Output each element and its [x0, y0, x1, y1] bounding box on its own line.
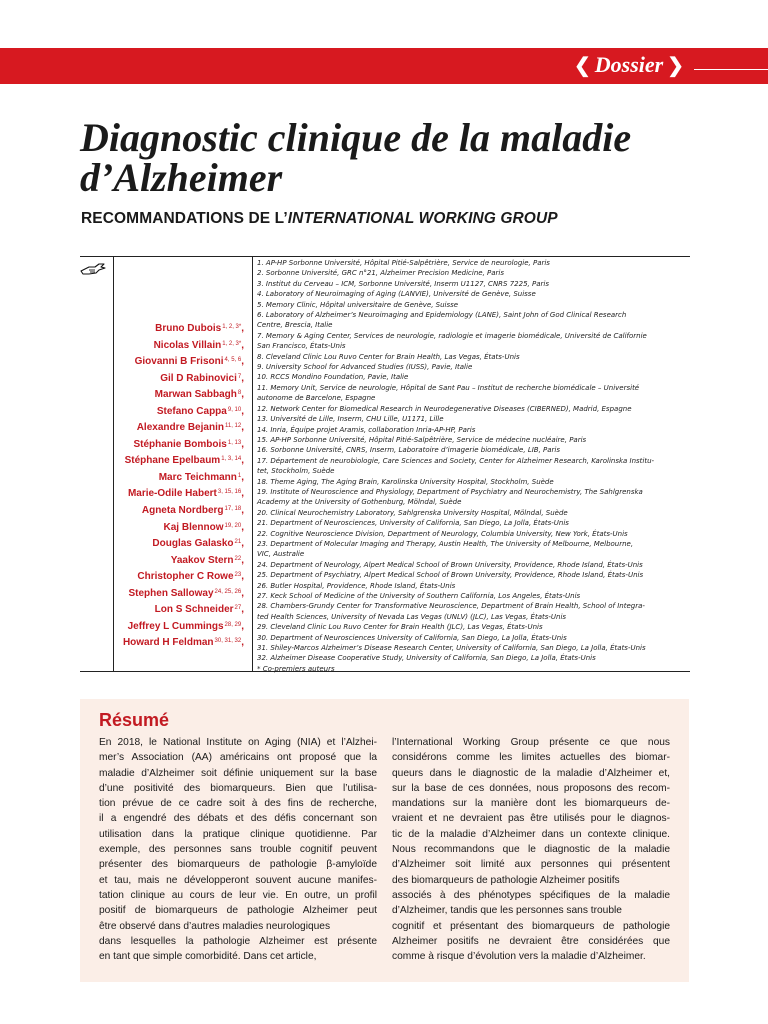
section-label-text: Dossier	[594, 52, 664, 77]
affiliation-line: 5. Memory Clinic, Hôpital universitaire de Genève, Suisse	[257, 300, 459, 309]
author-name: Kaj Blennow	[163, 521, 224, 533]
author-affiliation-ref: 1, 2, 3*	[222, 324, 242, 330]
affiliation-line: * Co-premiers auteurs	[257, 664, 335, 673]
subtitle-prefix: RECOMMANDATIONS DE L’	[81, 210, 288, 227]
summary-line: en tant que simple comorbidité. Dans cet article,	[99, 951, 317, 963]
author-entry: Agneta Nordberg$^{17, 18}$,	[141, 505, 244, 517]
affiliation-line: 7. Memory & Aging Center, Services de neurologie, radiologie et imagerie biomédicale, Université de Californie	[257, 331, 647, 340]
summary-line: comme à risque d’évolution vers la maladie d’Alzheimer.	[392, 951, 646, 963]
author-affiliation-ref: 9, 10	[227, 406, 242, 413]
affiliation-line: 15. AP-HP Sorbonne Université, Hôpital Pitié-Salpêtrière, Service de médecine nucléaire, Paris	[257, 435, 587, 444]
author-entry: Marc Teichmann$^1$,	[158, 471, 244, 483]
author-affiliation-ref: 30, 31, 32	[214, 638, 242, 645]
affiliation-line: 12. Network Center for Biomedical Research in Neurodegenerative Diseases (CIBERNED), Madrid, Espagne	[257, 404, 632, 413]
author-name: Gil D Rabinovici	[160, 372, 237, 384]
header-rule	[694, 69, 768, 70]
chevron-left-icon: ❮	[574, 54, 591, 77]
author-affiliation-ref: 1, 2, 3*	[222, 340, 242, 347]
author-entry: Stéphane Epelbaum$^{1, 3, 14}$,	[124, 455, 244, 467]
author-affiliation-ref: 21	[234, 539, 242, 546]
author-entry: Douglas Galasko$^{21}$,	[152, 538, 244, 550]
affiliation-line: 14. Inria, Équipe projet Aramis, collaboration Inria-AP-HP, Paris	[257, 425, 476, 434]
article-title	[80, 115, 720, 200]
summary-title: Résumé	[99, 710, 170, 730]
author-entry: Gil D Rabinovici$^7$,	[160, 372, 244, 384]
summary-line: d’une positivité des biomarqueurs. Bien que l’utilisa-	[99, 782, 377, 794]
affiliation-line: 6. Laboratory of Alzheimer’s Neuroimaging and Epidemiology (LANE), Saint John of God Clinical Research	[257, 311, 627, 320]
summary-line: d’Alzheimer, tandis que les personnes sans trouble	[392, 905, 622, 917]
author-name: Douglas Galasko	[152, 538, 234, 550]
summary-line: exemple, des personnes sans trouble cognitif peuvent	[99, 844, 377, 856]
author-name: Giovanni B Frisoni	[134, 356, 224, 368]
affiliation-line: autonome de Barcelone, Espagne	[257, 394, 376, 403]
affiliation-line: 11. Memory Unit, Service de neurologie, Hôpital de Sant Pau – Institut de recherche biomédicale – Université	[257, 383, 640, 392]
affiliation-line: 13. Université de Lille, Inserm, CHU Lille, U1171, Lille	[257, 415, 444, 424]
summary-line: et tau, mais ne développeront souvent aucune manifes-	[99, 874, 377, 886]
summary-line: Nous recommandons que le diagnostic de la maladie	[392, 844, 670, 856]
affiliation-line: 21. Department of Neurosciences, University of California, San Diego, La Jolla, États-Unis	[257, 519, 569, 528]
author-affiliation-ref: 4, 5, 6	[224, 357, 242, 364]
affiliation-line: 9. University School for Advanced Studies (IUSS), Pavie, Italie	[257, 363, 473, 372]
summary-line: En 2018, le National Institute on Aging (NIA) et l’Alzhei-	[99, 737, 377, 748]
summary-line: présenter des biomarqueurs de pathologie β-amyloïde	[99, 859, 377, 871]
affiliation-line: 19. Institute of Neuroscience and Physiology, Department of Psychiatry and Neurochemistry, The Sahlgrenska	[257, 487, 643, 496]
author-entry: Bruno Dubois$^{1, 2, 3*}$,	[155, 323, 244, 334]
summary-line: tation clinique au cours de leur vie. En outre, un profil	[99, 889, 377, 901]
author-entry: Kaj Blennow$^{19, 20}$,	[163, 521, 244, 533]
affiliation-line: 26. Butler Hospital, Providence, Rhode Island, États-Unis	[257, 581, 456, 590]
affiliation-line: 27. Keck School of Medicine of the University of Southern California, Los Angeles, États-Unis	[257, 592, 581, 600]
affiliation-line: 28. Chambers-Grundy Center for Transformative Neuroscience, Department of Brain Health, School of Integra-	[257, 602, 645, 611]
summary-line: l’International Working Group présente ce que nous	[392, 737, 670, 748]
author-name: Christopher C Rowe	[137, 571, 234, 583]
affiliation-line: 16. Sorbonne Université, CNRS, Inserm, Laboratoire d’imagerie biomédicale, LIB, Paris	[257, 446, 561, 455]
affiliation-line: ted Health Sciences, University of Nevada Las Vegas (UNLV) (JLC), Las Vegas, États-Unis	[257, 612, 567, 621]
author-name: Stephen Salloway	[128, 587, 214, 599]
affiliation-line: 10. RCCS Mondino Foundation, Pavie, Italie	[257, 373, 409, 382]
author-affiliation-ref: 24, 25, 26	[214, 588, 242, 595]
affiliation-line: 2. Sorbonne Université, GRC n°21, Alzheimer Precision Medicine, Paris	[257, 269, 505, 278]
summary-line: mandations sur la manière dont les biomarqueurs de-	[392, 798, 670, 810]
affiliation-line: San Francisco, États-Unis	[257, 342, 346, 351]
author-name: Marwan Sabbagh	[154, 389, 237, 401]
affiliation-line: 20. Clinical Neurochemistry Laboratory, Sahlgrenska University Hospital, Mölndal, Suède	[257, 508, 568, 517]
summary-line: mer’s Association (AA) américains ont proposé que la	[99, 752, 377, 764]
affiliation-line: 1. AP-HP Sorbonne Université, Hôpital Pitié-Salpêtrière, Service de neurologie, Paris	[257, 259, 550, 267]
author-name: Agneta Nordberg	[141, 505, 224, 517]
summary-line: queurs dans le diagnostic de la maladie d’Alzheimer et,	[392, 767, 670, 779]
affiliation-line: 31. Shiley-Marcos Alzheimer’s Disease Research Center, University of California, San Diego, La Jolla, États-Unis	[257, 644, 646, 653]
author-name: Alexandre Bejanin	[136, 422, 224, 434]
subtitle-italic: INTERNATIONAL WORKING GROUP	[287, 210, 558, 227]
author-affiliation-ref: 1	[237, 472, 242, 479]
author-entry: Nicolas Villain$^{1, 2, 3*}$,	[153, 339, 244, 351]
author-name: Lon S Schneider	[154, 604, 234, 616]
summary-line: être observé dans d’autres maladies neurologiques	[99, 920, 331, 932]
article-subtitle	[81, 210, 558, 228]
author-affiliation-ref: 3, 15, 16	[217, 489, 242, 496]
affiliation-line: 8. Cleveland Clinic Lou Ruvo Center for Brain Health, Las Vegas, États-Unis	[257, 352, 520, 361]
authors-divider-right	[252, 256, 253, 671]
affiliation-line: 24. Department of Neurology, Alpert Medical School of Brown University, Providence, Rhode Island, États-Unis	[257, 560, 643, 569]
affiliation-line: 25. Department of Psychiatry, Alpert Medical School of Brown University, Providence, Rhode Island, États-Unis	[257, 571, 644, 580]
author-affiliation-ref: 17, 18	[224, 506, 242, 513]
affiliation-line: 17. Département de neurobiologie, Care Sciences and Society, Center for Alzheimer Research, Karolinska Institu-	[257, 456, 655, 465]
author-entry: Yaakov Stern$^{22}$,	[170, 554, 244, 566]
authors-top-rule	[80, 256, 690, 257]
summary-column-left	[99, 735, 377, 964]
author-affiliation-ref: 22	[234, 555, 242, 562]
affiliation-line: 4. Laboratory of Neuroimaging of Aging (LANVIE), Université de Genève, Suisse	[257, 290, 536, 299]
author-name: Stefano Cappa	[156, 405, 227, 417]
author-name: Howard H Feldman	[122, 637, 214, 649]
summary-line: Alzheimer positifs ne devraient être considérées que	[392, 935, 670, 947]
summary-line: vraient et ne devraient pas être utilisés pour le diagnos-	[392, 813, 670, 825]
affiliation-line: 22. Cognitive Neuroscience Division, Department of Neurology, Columbia University, New York, États-Unis	[257, 529, 628, 538]
affiliation-line: 3. Institut du Cerveau – ICM, Sorbonne Université, Inserm U1127, CNRS 7225, Paris	[257, 279, 549, 288]
affiliation-line: 32. Alzheimer Disease Cooperative Study, University of California, San Diego, La Jolla, États-Unis	[257, 654, 596, 663]
author-entry: Marie-Odile Habert$^{3, 15, 16}$,	[127, 488, 244, 500]
author-entry: Howard H Feldman$^{30, 31, 32}$,	[122, 637, 244, 649]
affiliation-line: VIC, Australie	[257, 550, 305, 559]
author-entry: Marwan Sabbagh$^8$,	[154, 389, 244, 401]
title-line-1: Diagnostic clinique de la maladie	[80, 115, 632, 160]
author-entry: Giovanni B Frisoni$^{4, 5, 6}$,	[134, 356, 244, 368]
author-entry: Lon S Schneider$^{27}$,	[154, 604, 244, 616]
author-name: Bruno Dubois	[155, 323, 222, 334]
summary-line: tion prévue de ce cadre soit à des fins de recherche,	[99, 798, 377, 810]
author-name: Jeffrey L Cummings	[127, 620, 224, 632]
author-affiliation-ref: 1, 13	[227, 439, 242, 446]
author-name: Stéphanie Bombois	[133, 438, 227, 450]
author-name: Marc Teichmann	[158, 471, 237, 483]
author-list	[114, 320, 244, 651]
affiliation-line: 30. Department of Neurosciences University of California, San Diego, La Jolla, États-Unis	[257, 633, 567, 642]
author-affiliation-ref: 19, 20	[224, 522, 242, 529]
summary-line: des biomarqueurs de pathologie Alzheimer positifs	[392, 874, 620, 886]
affiliation-line: tet, Stockholm, Suède	[257, 467, 335, 476]
affiliation-list	[257, 258, 689, 674]
author-name: Yaakov Stern	[170, 554, 234, 566]
author-entry: Jeffrey L Cummings$^{28, 29}$,	[127, 620, 244, 632]
summary-line: considérons comme les limites actuelles des biomar-	[392, 752, 670, 764]
summary-line: sur la base de ces données, nous proposons des recom-	[392, 782, 670, 794]
author-affiliation-ref: 27	[234, 605, 242, 612]
author-entry: Stéphanie Bombois$^{1, 13}$,	[133, 438, 244, 450]
summary-line: positif de biomarqueurs de pathologie Alzheimer peut	[99, 905, 377, 917]
affiliation-line: Centre, Brescia, Italie	[257, 321, 333, 330]
affiliation-line: 23. Department of Molecular Imaging and Therapy, Austin Health, The University of Melbourne, Melbourne,	[257, 539, 634, 548]
author-entry: Alexandre Bejanin$^{11, 12}$,	[136, 422, 244, 434]
affiliation-line: Academy at the University of Gothenburg, Mölndal, Suède	[257, 498, 462, 507]
summary-line: tic de la maladie d’Alzheimer dans un contexte clinique.	[392, 828, 670, 840]
summary-line: utilisation dans la pratique clinique quotidienne. Par	[99, 828, 377, 840]
chevron-right-icon: ❯	[667, 54, 684, 77]
author-affiliation-ref: 28, 29	[224, 621, 242, 628]
author-affiliation-ref: 7	[237, 373, 242, 380]
summary-line: dans lesquelles la pathologie Alzheimer est présente	[99, 935, 377, 947]
author-entry: Christopher C Rowe$^{23}$,	[137, 571, 244, 583]
summary-line: il a engendré des débats et des défis concernant son	[99, 813, 377, 825]
affiliation-line: 29. Cleveland Clinic Lou Ruvo Center for Brain Health (JLC), Las Vegas, États-Unis	[257, 623, 543, 632]
writing-hand-icon	[80, 262, 106, 276]
section-label	[570, 51, 688, 79]
summary-line: associés à des phénotypes spécifiques de la maladie	[392, 889, 670, 901]
summary-line: cognitif et présentant des biomarqueurs de pathologie	[392, 920, 670, 932]
author-name: Marie-Odile Habert	[127, 488, 217, 500]
author-affiliation-ref: 8	[237, 390, 242, 397]
author-name: Stéphane Epelbaum	[124, 455, 221, 467]
author-entry: Stephen Salloway$^{24, 25, 26}$,	[128, 587, 244, 599]
author-entry: Stefano Cappa$^{9, 10}$,	[156, 405, 244, 417]
author-affiliation-ref: 1, 3, 14	[221, 456, 242, 463]
summary-column-right	[392, 735, 670, 964]
summary-line: d’Alzheimer soit limité aux personnes qui présentent	[392, 859, 670, 871]
affiliation-line: 18. Theme Aging, The Aging Brain, Karolinska University Hospital, Stockholm, Suède	[257, 477, 554, 486]
title-line-2: d’Alzheimer	[80, 155, 283, 200]
author-affiliation-ref: 11, 12	[224, 423, 242, 430]
author-affiliation-ref: 23	[234, 572, 242, 579]
summary-line: maladie d’Alzheimer soit définie uniquement sur la base	[99, 767, 377, 779]
author-name: Nicolas Villain	[153, 339, 222, 351]
